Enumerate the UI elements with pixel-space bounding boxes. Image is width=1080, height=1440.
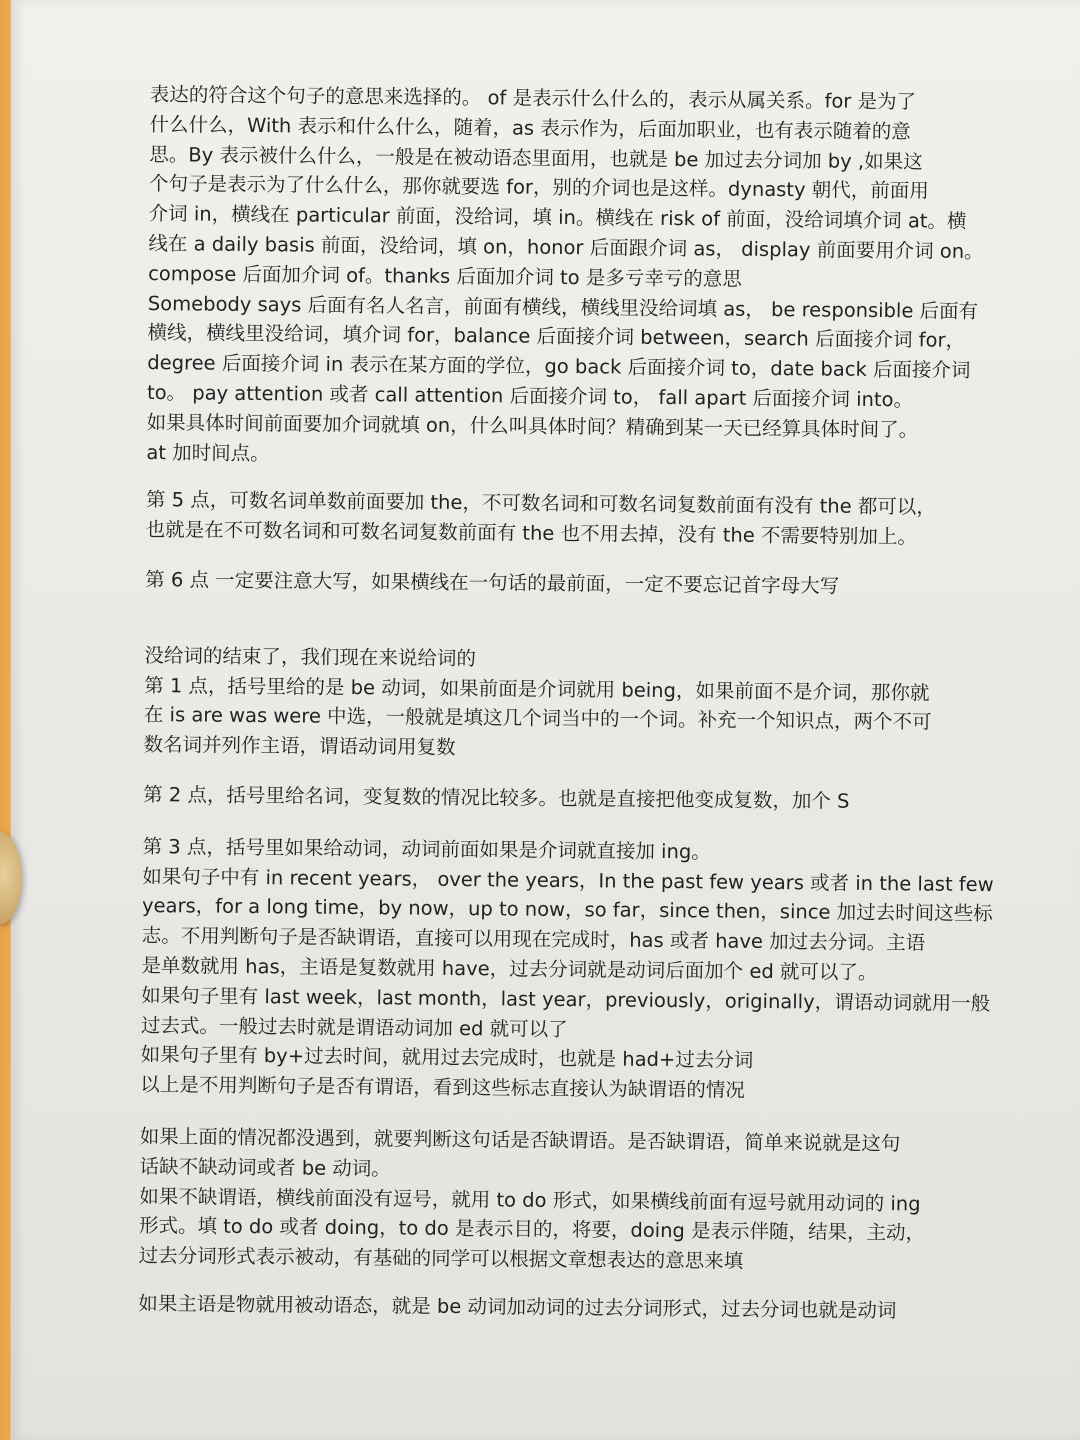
text-line: compose 后面加介词 of。thanks 后面加介词 to 是多亏幸亏的意思	[148, 261, 742, 291]
text-line: 如果句子中有 in recent years， over the years，In the past few years 或者 in the last few	[142, 864, 994, 896]
paragraph-gap	[145, 595, 945, 649]
text-line: 第 6 点 一定要注意大写，如果横线在一句话的最前面，一定不要忘记首字母大写	[145, 567, 840, 598]
text-line: 过去分词形式表示被动，有基础的同学可以根据文章想表达的意思来填	[138, 1244, 744, 1273]
text-line: years，for a long time，by now，up to now，so far，since then，since 加过去时间这些标	[141, 894, 993, 926]
text-line: 第 3 点，括号里如果给动词，动词前面如果是介词就直接加 ing。	[142, 834, 711, 864]
text-line: 表达的符合这个句子的意思来选择的。 of 是表示什么什么的，表示从属关系。for 是为了	[149, 82, 917, 114]
text-line: degree 后面接介词 in 表示在某方面的学位，go back 后面接介词 to，date back 后面接介词	[147, 351, 971, 383]
text-line: 第 5 点，可数名词单数前面要加 the，不可数名词和可数名词复数前面有没有 the 都可以，	[145, 488, 936, 519]
text-line: 什么什么，With 表示和什么什么，随着，as 表示作为，后面加职业，也有表示随着的意	[149, 112, 911, 144]
text-line: 如果上面的情况都没遇到，就要判断这句话是否缺谓语。是否缺谓语，简单来说就是这句	[139, 1124, 901, 1156]
text-line: 如果不缺谓语，横线前面没有逗号，就用 to do 形式，如果横线前面有逗号就用动词的 ing	[139, 1184, 921, 1215]
text-line: 没给词的结束了，我们现在来说给词的	[144, 643, 477, 670]
text-line: 志。不用判断句子是否缺谓语，直接可以用现在完成时，has 或者 have 加过去分词。主语	[141, 924, 926, 955]
text-line: 个句子是表示为了什么什么，那你就要选 for，别的介词也是这样。dynasty 朝代，前面用	[148, 172, 929, 203]
text-line: 如果句子里有 last week，last month，last year，previously，originally，谓语动词就用一般	[141, 983, 991, 1015]
text-line: 如果句子里有 by+过去时间，就用过去完成时，也就是 had+过去分词	[140, 1043, 754, 1073]
text-line: 线在 a daily basis 前面，没给词，填 on，honor 后面跟介词 as， display 前面要用介词 on。	[148, 231, 984, 263]
text-line: 以上是不用判断句子是否有谓语，看到这些标志直接认为缺谓语的情况	[140, 1073, 745, 1102]
page-text	[138, 80, 994, 1326]
text-line: to。 pay attention 或者 call attention 后面接介词 to， fall apart 后面接介词 into。	[146, 380, 914, 412]
text-line: 在 is are was were 中选，一般就是填这几个词当中的一个词。补充一个知识点，两个不可	[143, 703, 932, 734]
text-line: Somebody says 后面有名人名言，前面有横线，横线里没给词填 as， be responsible 后面有	[147, 291, 979, 323]
text-line: 介词 in，横线在 particular 前面，没给词，填 in。横线在 risk of 前面，没给词填介词 at。横	[148, 202, 967, 234]
text-line: 话缺不缺动词或者 be 动词。	[139, 1154, 391, 1181]
text-line: 形式。填 to do 或者 doing，to do 是表示目的，将要，doing 是表示伴随，结果，主动，	[138, 1214, 926, 1245]
text-line: 是单数就用 has，主语是复数就用 have，过去分词就是动词后面加个 ed 就可以了。	[141, 953, 878, 984]
text-line: 第 2 点，括号里给名词，变复数的情况比较多。也就是直接把他变成复数，加个 S	[143, 782, 850, 813]
text-line: 过去式。一般过去时就是谓语动词加 ed 就可以了	[140, 1013, 568, 1041]
book-page	[12, 0, 1080, 1440]
text-line: at 加时间点。	[146, 440, 270, 465]
text-line: 如果具体时间前面要加介词就填 on，什么叫具体时间？精确到某一天已经算具体时间了。	[146, 410, 919, 442]
text-line: 横线，横线里没给词，填介词 for，balance 后面接介词 between，search 后面接介词 for，	[147, 321, 966, 353]
text-line: 如果主语是物就用被动语态，就是 be 动词加动词的过去分词形式，过去分词也就是动词	[138, 1291, 897, 1323]
text-line: 也就是在不可数名词和可数名词复数前面有 the 也不用去掉，没有 the 不需要特别加上。	[145, 518, 918, 549]
text-line: 第 1 点，括号里给的是 be 动词，如果前面是介词就用 being，如果前面不是介词，那你就	[144, 673, 930, 705]
text-line: 数名词并列作主语，谓语动词用复数	[143, 733, 456, 760]
text-line: 思。By 表示被什么什么，一般是在被动语态里面用，也就是 be 加过去分词加 by ,如果这	[149, 142, 923, 174]
